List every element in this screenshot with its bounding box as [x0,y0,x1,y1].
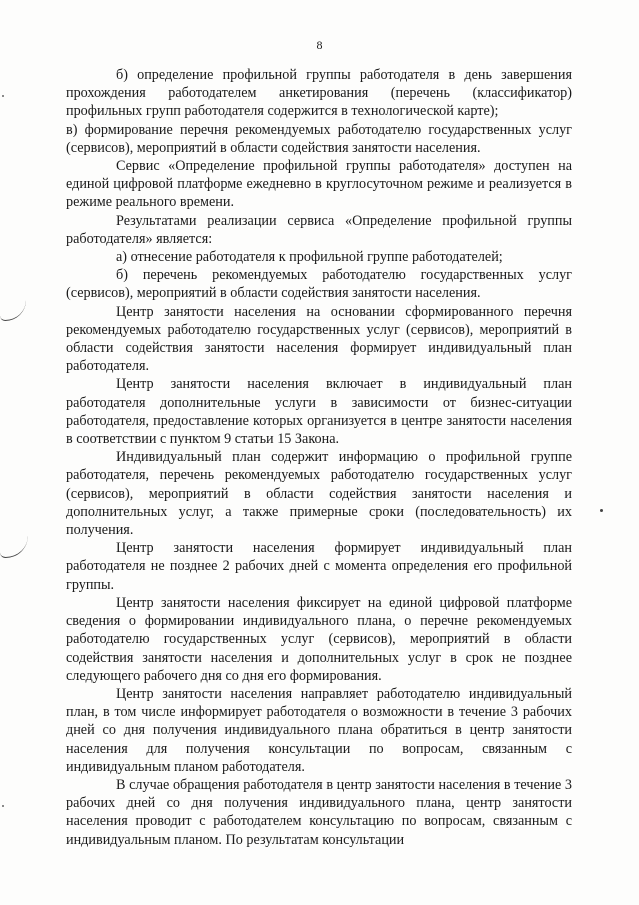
paragraph-service-results: Результатами реализации сервиса «Определение профильной группы работодателя» является: [66,212,572,247]
paragraph-result-a: а) отнесение работодателя к профильной группе работодателей; [116,249,503,266]
paragraph-service-availability: Сервис «Определение профильной группы работодателя» доступен на единой цифровой платформе ежедневно в круглосуточном режиме и реализуется в режиме реального времени. [66,158,572,211]
scan-mark [0,535,28,558]
scan-mark [0,300,26,321]
paragraph-v-list: в) формирование перечня рекомендуемых работодателю государственных услуг (сервисов), мероприятий в области содействия занятости населения. [66,121,572,156]
paragraph-additional-services: Центр занятости населения включает в индивидуальный план работодателя дополнительные услуги в зависимости от бизнес-ситуации работодателя, предоставление которых организуется в центре занятости населения в соответствии с пунктом 9 статьи 15 Закона. [66,376,572,448]
paragraph-center-forms-plan: Центр занятости населения на основании сформированного перечня рекомендуемых работодателю государственных услуг (сервисов), мероприятий в области содействия занятости населения формирует индивидуальный план работодателя. [66,303,572,375]
page-number: 8 [316,38,323,52]
paragraph-platform-record: Центр занятости населения фиксирует на единой цифровой платформе сведения о формировании индивидуального плана, о перечне рекомендуемых работодателю государственных услуг (сервисов), мероприятий в области содействия занятости населения и дополнительных услуг в срок не позднее следующего рабочего дня со дня его формирования. [66,594,572,684]
scan-mark [600,509,603,512]
scan-mark [2,95,4,97]
paragraph-plan-deadline: Центр занятости населения формирует индивидуальный план работодателя не позднее 2 рабочих дней с момента определения его профильной группы. [66,540,572,593]
paragraph-consultation: В случае обращения работодателя в центр занятости населения в течение 3 рабочих дней со дня получения индивидуального плана, центр занятости населения проводит с работодателем консультацию по вопросам, связанным с индивидуальным планом. По результатам консультации [66,776,572,848]
paragraph-b-definition: б) определение профильной группы работодателя в день завершения прохождения работодателем анкетирования (перечень (классификатор) профильных групп работодателя содержится в технологической карте); [66,67,572,120]
document-body [66,66,572,849]
paragraph-plan-contents: Индивидуальный план содержит информацию о профильной группе работодателя, перечень рекомендуемых работодателю государственных услуг (сервисов), мероприятий в области содействия занятости населения и дополнительных услуг, а также примерные сроки (последовательность) их получения. [66,449,572,539]
paragraph-plan-sending: Центр занятости населения направляет работодателю индивидуальный план, в том числе информирует работодателя о возможности в течение 3 рабочих дней со дня получения индивидуального плана обратиться в центр занятости населения для получения консультации по вопросам, связанным с индивидуальным планом работодателя. [66,685,572,775]
scan-mark [2,805,4,807]
paragraph-result-b: б) перечень рекомендуемых работодателю государственных услуг (сервисов), мероприятий в области содействия занятости населения. [66,267,572,302]
